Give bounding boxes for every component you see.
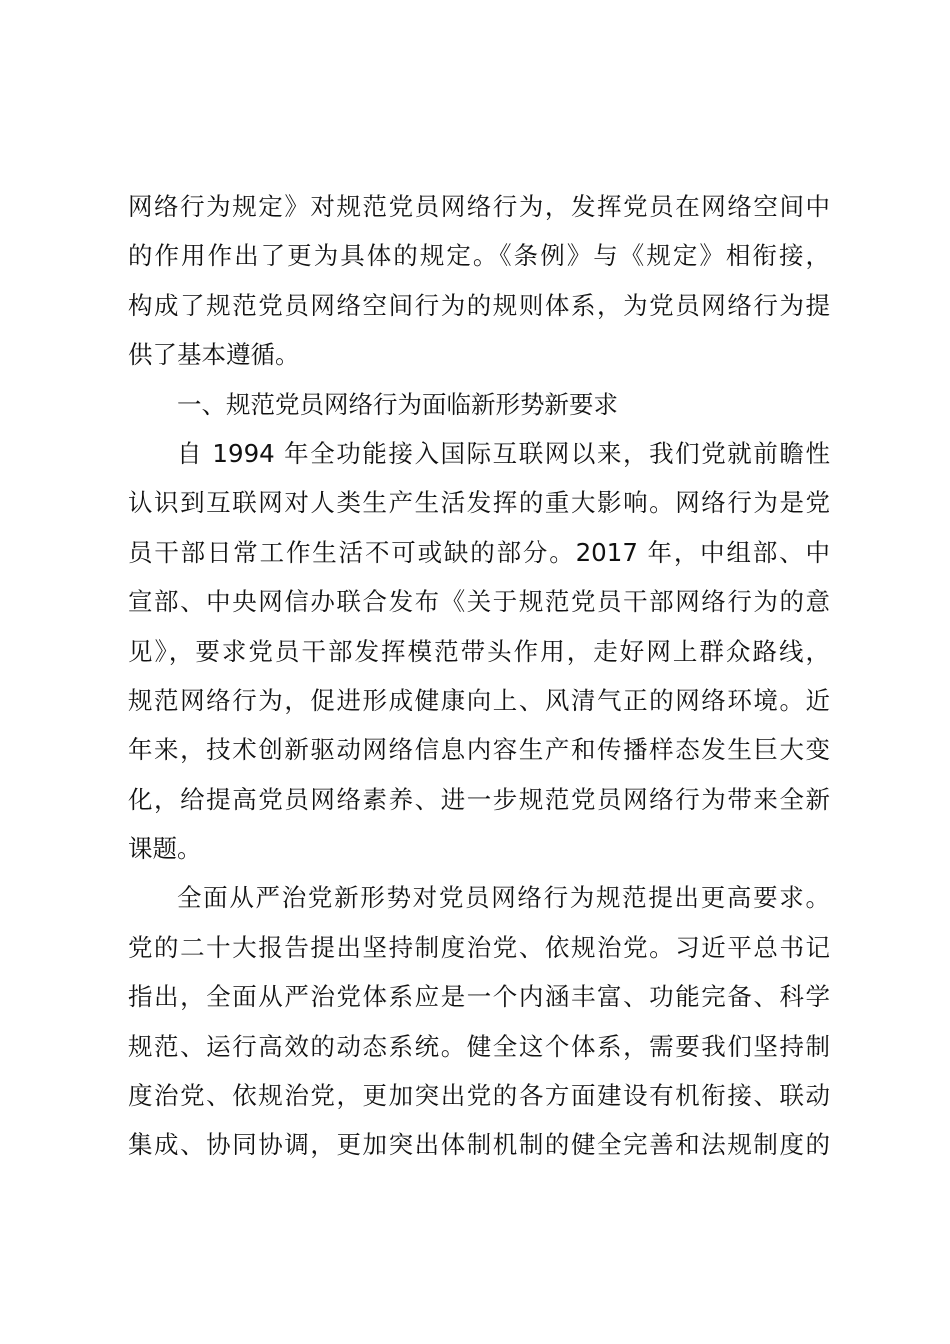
text-line: 自 1994 年全功能接入国际互联网以来，我们党就前瞻性 bbox=[177, 438, 830, 468]
text-line: 认识到互联网对人类生产生活发挥的重大影响。网络行为是党 bbox=[128, 488, 830, 518]
text-line: 的作用作出了更为具体的规定。《条例》与《规定》相衔接， bbox=[128, 241, 830, 271]
text-line: 构成了规范党员网络空间行为的规则体系，为党员网络行为提 bbox=[128, 290, 830, 320]
text-line: 指出，全面从严治党体系应是一个内涵丰富、功能完备、科学 bbox=[128, 982, 830, 1012]
text-line: 度治党、依规治党，更加突出党的各方面建设有机衔接、联动 bbox=[128, 1081, 830, 1111]
text-line: 网络行为规定》对规范党员网络行为，发挥党员在网络空间中 bbox=[128, 192, 830, 221]
text-line: 规范、运行高效的动态系统。健全这个体系，需要我们坚持制 bbox=[128, 1031, 830, 1061]
text-line: 年来，技术创新驱动网络信息内容生产和传播样态发生巨大变 bbox=[128, 735, 830, 765]
text-line: 课题。 bbox=[128, 834, 202, 864]
text-line: 集成、协同协调，更加突出体制机制的健全完善和法规制度的 bbox=[128, 1130, 830, 1160]
text-line: 全面从严治党新形势对党员网络行为规范提出更高要求。 bbox=[177, 883, 830, 913]
text-line: 见》，要求党员干部发挥模范带头作用，走好网上群众路线， bbox=[128, 636, 830, 666]
text-line: 宣部、中央网信办联合发布《关于规范党员干部网络行为的意 bbox=[128, 587, 830, 617]
section-heading: 一、规范党员网络行为面临新形势新要求 bbox=[177, 389, 618, 419]
document-body bbox=[128, 182, 830, 1170]
text-line: 党的二十大报告提出坚持制度治党、依规治党。习近平总书记 bbox=[128, 932, 830, 962]
text-line: 化，给提高党员网络素养、进一步规范党员网络行为带来全新 bbox=[128, 784, 830, 814]
text-line: 供了基本遵循。 bbox=[128, 340, 300, 370]
text-line: 规范网络行为，促进形成健康向上、风清气正的网络环境。近 bbox=[128, 685, 830, 715]
text-line: 员干部日常工作生活不可或缺的部分。2017 年，中组部、中 bbox=[128, 537, 830, 567]
